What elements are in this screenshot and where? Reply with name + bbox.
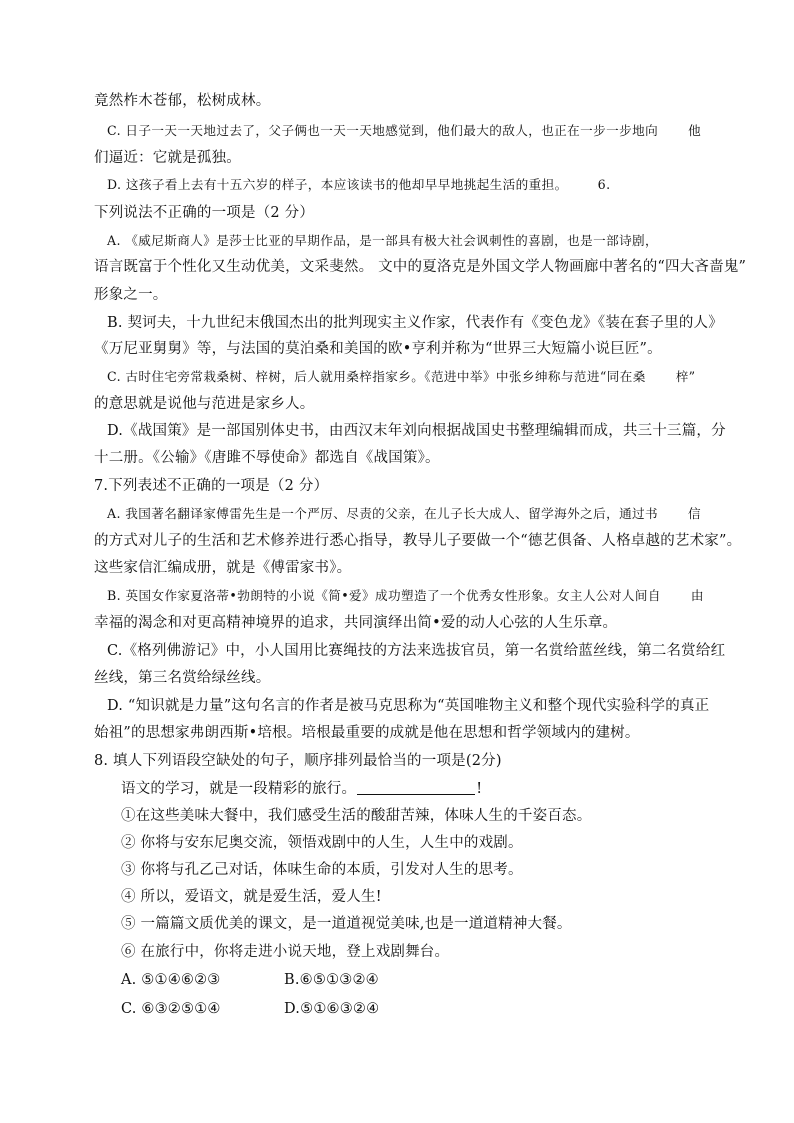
text-line: 的意思就是说他与范进是家乡人。	[94, 396, 315, 412]
text-line: C. 日子一天一天地过去了，父子俩也一天一天地感觉到，他们最大的敌人，也正在一步一步地向 他	[107, 123, 702, 138]
answer-choice: C. ⑥③②⑤①④	[121, 1001, 221, 1017]
text-line: 十二册。《公输》《唐雎不辱使命》都选自《战国策》。	[94, 450, 440, 466]
text-line: 形象之一。	[94, 287, 168, 303]
text-line: B. 契诃夫，十九世纪末俄国杰出的批判现实主义作家，代表作有《变色龙》《装在套子里的人》	[107, 315, 723, 331]
text-line: 幸福的渴念和对更高精神境界的追求，共同演绎出简•爱的动人心弦的人生乐章。	[94, 615, 618, 631]
answer-blank	[357, 780, 475, 795]
text-line: 们逼近：它就是孤独。	[94, 150, 241, 166]
sentence-option: ⑥ 在旅行中，你将走进小说天地，登上戏剧舞台。	[121, 944, 450, 960]
text-line: 丝线，第三名赏给绿丝线。	[94, 670, 271, 686]
sentence-option: ①在这些美味大餐中，我们感受生活的酸甜苦辣，体味人生的千姿百态。	[121, 808, 592, 824]
sentence-option: ⑤ 一篇篇文质优美的课文，是一道道视觉美味,也是一道道精神大餐。	[121, 916, 572, 932]
text-line: 语言既富于个性化又生动优美，文采斐然。 文中的夏洛克是外国文学人物画廊中著名的“四大吝啬鬼”	[94, 259, 747, 275]
text-line: A. 我国著名翻译家傅雷先生是一个严厉、尽责的父亲，在儿子长大成人、留学海外之后，通过书 信	[107, 506, 702, 521]
sentence-option: ④ 所以，爱语文，就是爱生活，爱人生!	[121, 889, 382, 905]
text-line: 语文的学习，就是一段精彩的旅行。 !	[121, 781, 483, 797]
text-line: C. 古时住宅旁常栽桑树、梓树，后人就用桑梓指家乡。《范进中举》中张乡绅称与范进“同在桑 梓”	[107, 369, 696, 384]
text-line: 《万尼亚舅舅》等，与法国的莫泊桑和美国的欧•亨利并称为“世界三大短篇小说巨匠”。	[94, 341, 662, 357]
question-title: 7.下列表述不正确的一项是（2 分）	[94, 478, 329, 494]
text-line: D. 这孩子看上去有十五六岁的样子，本应该读书的他却早早地挑起生活的重担。 6.	[107, 177, 611, 192]
text-line: D.《战国策》是一部国别体史书，由西汉末年刘向根据战国史书整理编辑而成，共三十三篇，分	[107, 423, 726, 439]
answer-choice: B.⑥⑤①③②④	[284, 972, 379, 988]
answer-choice: D.⑤①⑥③②④	[284, 1001, 380, 1017]
text-line: B. 英国女作家夏洛蒂•勃朗特的小说《简•爱》成功塑造了一个优秀女性形象。女主人公对人间自 由	[107, 588, 704, 603]
sentence-option: ② 你将与安东尼奥交流，领悟戏剧中的人生，人生中的戏剧。	[121, 835, 523, 851]
text-line: D. “知识就是力量”这句名言的作者是被马克思称为“英国唯物主义和整个现代实验科学的真正	[107, 698, 710, 714]
text-line: 竟然柞木苍郁，松树成林。	[94, 93, 271, 109]
question-title: 下列说法不正确的一项是（2 分）	[94, 205, 315, 221]
text-line: 这些家信汇编成册，就是《傅雷家书》。	[94, 560, 352, 576]
question-title: 8. 填人下列语段空缺处的句子，顺序排列最恰当的一项是(2分)	[94, 753, 502, 769]
text-line: A. 《威尼斯商人》是莎士比亚的早期作品，是一部具有极大社会讽刺性的喜剧，也是一部诗剧，	[107, 233, 659, 248]
text-line: C.《格列佛游记》中，小人国用比赛绳技的方法来选拔官员，第一名赏给蓝丝线，第二名赏给红	[107, 643, 726, 659]
sentence-option: ③ 你将与孔乙己对话，体味生命的本质，引发对人生的思考。	[121, 862, 523, 878]
text-line: 始祖”的思想家弗朗西斯•培根。培根最重要的成就是他在思想和哲学领域内的建树。	[94, 725, 640, 741]
text-line: 的方式对儿子的生活和艺术修养进行悉心指导，教导儿子要做一个“德艺俱备、人格卓越的艺术家”。	[94, 533, 742, 549]
answer-choice: A. ⑤①④⑥②③	[121, 972, 221, 988]
